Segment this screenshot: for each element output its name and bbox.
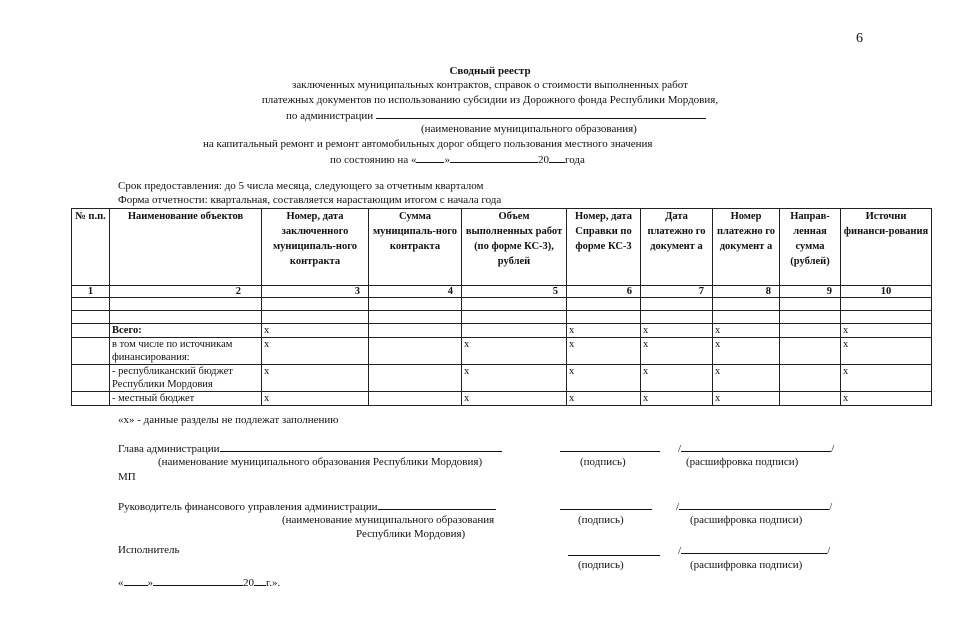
row-label: - местный бюджет bbox=[110, 392, 262, 406]
cell-mark: x bbox=[641, 338, 713, 365]
decode-caption: (расшифровка подписи) bbox=[686, 456, 799, 468]
cell-mark bbox=[780, 365, 841, 392]
cell-mark: x bbox=[262, 324, 369, 338]
cell-mark bbox=[369, 324, 462, 338]
finance-label: Руководитель финансового управления администрации bbox=[118, 501, 378, 513]
form-note-text: Форма отчетности: квартальная, составляется нарастающим итогом с начала года bbox=[118, 194, 502, 206]
cell-mark bbox=[369, 392, 462, 406]
col-header-num: № п.п. bbox=[72, 209, 110, 286]
administration-blank bbox=[376, 108, 706, 119]
head-blank bbox=[220, 441, 502, 452]
cell-mark bbox=[780, 392, 841, 406]
cell-mark bbox=[462, 324, 567, 338]
col-header-contract-sum: Сумма муниципаль-ного контракта bbox=[369, 209, 462, 286]
deadline-text: Срок предоставления: до 5 числа месяца, следующего за отчетным кварталом bbox=[118, 180, 484, 192]
cell-mark bbox=[780, 338, 841, 365]
header-line-3 bbox=[286, 108, 706, 122]
cell-mark: x bbox=[841, 338, 932, 365]
col-number: 8 bbox=[713, 286, 780, 298]
col-number: 6 bbox=[567, 286, 641, 298]
col-header-contract-number: Номер, дата заключенного муниципаль-ного контракта bbox=[262, 209, 369, 286]
table-row-republic-budget bbox=[72, 365, 932, 392]
executor-signature-blank bbox=[568, 545, 660, 556]
header-row bbox=[72, 209, 932, 286]
header-line-4: (наименование муниципального образования) bbox=[421, 123, 637, 135]
cell-mark: x bbox=[713, 365, 780, 392]
cell-mark: x bbox=[462, 392, 567, 406]
finance-caption-2: Республики Мордовия) bbox=[356, 528, 466, 540]
cell-mark: x bbox=[567, 324, 641, 338]
cell-mark: x bbox=[262, 338, 369, 365]
col-number: 9 bbox=[780, 286, 841, 298]
col-number: 2 bbox=[110, 286, 262, 298]
date-year-blank bbox=[254, 575, 266, 586]
header-line-5: на капитальный ремонт и ремонт автомобильных дорог общего пользования местного значения bbox=[203, 138, 653, 150]
cell-mark: x bbox=[462, 338, 567, 365]
cell-mark bbox=[780, 324, 841, 338]
col-header-certificate: Номер, дата Справки по форме КС-3 bbox=[567, 209, 641, 286]
col-number: 5 bbox=[462, 286, 567, 298]
cell-mark: x bbox=[713, 392, 780, 406]
finance-decode-line: / / bbox=[676, 501, 833, 513]
cell-mark: x bbox=[567, 392, 641, 406]
cell-mark: x bbox=[713, 324, 780, 338]
executor-label: Исполнитель bbox=[118, 544, 180, 556]
registry-table bbox=[71, 208, 932, 406]
date-line: « » 20 г.». bbox=[118, 577, 281, 589]
head-label: Глава администрации bbox=[118, 443, 220, 455]
header-line-1: заключенных муниципальных контрактов, справок о стоимости выполненных работ bbox=[292, 79, 688, 91]
table-note: «х» - данные разделы не подлежат заполнению bbox=[118, 414, 339, 426]
table-row-by-source bbox=[72, 338, 932, 365]
head-signature-blank bbox=[560, 441, 660, 452]
header-line-6: по состоянию на « » 20 года bbox=[330, 154, 585, 166]
col-number: 1 bbox=[72, 286, 110, 298]
finance-caption-1: (наименование муниципального образования bbox=[282, 514, 495, 526]
table-row-total bbox=[72, 324, 932, 338]
document-title: Сводный реестр bbox=[449, 65, 531, 77]
month-blank bbox=[450, 152, 538, 163]
year-blank bbox=[549, 152, 565, 163]
empty-row bbox=[72, 311, 932, 324]
column-number-row bbox=[72, 286, 932, 298]
stamp-mark: МП bbox=[118, 471, 136, 483]
decode-caption: (расшифровка подписи) bbox=[690, 559, 803, 571]
row-label: - республиканский бюджет Республики Мордовия bbox=[110, 365, 262, 392]
cell-mark: x bbox=[713, 338, 780, 365]
signature-caption: (подпись) bbox=[578, 514, 624, 526]
cell-mark: x bbox=[841, 392, 932, 406]
col-header-objects: Наименование объектов bbox=[110, 209, 262, 286]
executor-decode-line: / / bbox=[678, 545, 831, 557]
cell-mark: x bbox=[262, 365, 369, 392]
finance-signature-blank bbox=[560, 499, 652, 510]
finance-signature-line bbox=[118, 499, 496, 514]
empty-row bbox=[72, 298, 932, 311]
cell-mark: x bbox=[841, 324, 932, 338]
cell-mark bbox=[369, 338, 462, 365]
cell-mark: x bbox=[262, 392, 369, 406]
col-number: 7 bbox=[641, 286, 713, 298]
page-number: 6 bbox=[856, 31, 863, 46]
col-header-work-volume: Объем выполненных работ (по форме КС-3), рублей bbox=[462, 209, 567, 286]
cell-mark: x bbox=[641, 392, 713, 406]
col-header-payment-number: Номер платежно го документ а bbox=[713, 209, 780, 286]
col-header-sum-sent: Направ-ленная сумма (рублей) bbox=[780, 209, 841, 286]
date-month-blank bbox=[153, 575, 243, 586]
cell-mark: x bbox=[567, 365, 641, 392]
cell-mark: x bbox=[641, 324, 713, 338]
finance-blank bbox=[378, 499, 496, 510]
row-label: в том числе по источникам финансирования: bbox=[110, 338, 262, 365]
day-blank bbox=[416, 152, 444, 163]
header-line-2: платежных документов по использованию субсидии из Дорожного фонда Республики Мордовия, bbox=[261, 94, 719, 106]
cell-mark: x bbox=[567, 338, 641, 365]
signature-caption: (подпись) bbox=[578, 559, 624, 571]
head-signature-line bbox=[118, 441, 502, 456]
col-number: 10 bbox=[841, 286, 932, 298]
signature-caption: (подпись) bbox=[580, 456, 626, 468]
decode-caption: (расшифровка подписи) bbox=[690, 514, 803, 526]
row-label: Всего: bbox=[110, 324, 262, 338]
head-decode-line: / / bbox=[678, 443, 835, 455]
cell-mark: x bbox=[641, 365, 713, 392]
cell-mark: x bbox=[841, 365, 932, 392]
date-day-blank bbox=[124, 575, 148, 586]
col-header-funding-source: Источни финанси-рования bbox=[841, 209, 932, 286]
table-row-local-budget bbox=[72, 392, 932, 406]
col-number: 4 bbox=[369, 286, 462, 298]
col-header-payment-date: Дата платежно го документ а bbox=[641, 209, 713, 286]
cell-mark: x bbox=[462, 365, 567, 392]
cell-mark bbox=[369, 365, 462, 392]
head-caption: (наименование муниципального образования Республики Мордовия) bbox=[158, 456, 483, 468]
col-number: 3 bbox=[262, 286, 369, 298]
administration-prefix: по администрации bbox=[286, 110, 374, 122]
